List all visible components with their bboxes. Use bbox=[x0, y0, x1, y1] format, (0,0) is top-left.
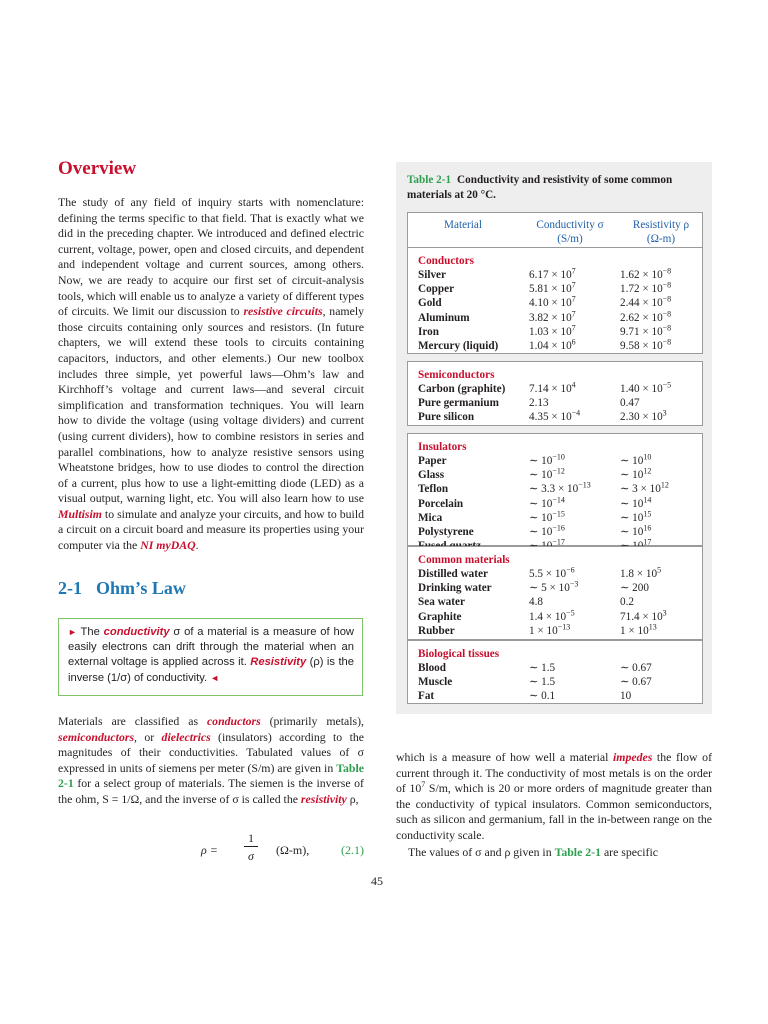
conductivity-value: $5.5 \times 10^{-6}$ bbox=[529, 565, 575, 580]
table-row bbox=[408, 567, 702, 581]
header-conductivity: Conductivity σ (S/m) bbox=[536, 219, 604, 245]
material-name: Pure silicon bbox=[418, 411, 475, 424]
material-name: Pure germanium bbox=[418, 397, 499, 410]
triangle-right-icon: ► bbox=[68, 627, 77, 637]
group-title: Biological tissues bbox=[418, 648, 500, 660]
conductivity-value: 2.13 bbox=[529, 397, 549, 410]
resistivity-value: 0.47 bbox=[620, 397, 640, 410]
table-row bbox=[408, 607, 702, 624]
conductivity-value: $1 \times 10^{-13}$ bbox=[529, 622, 571, 637]
conductivity-value: $1.04 \times 10^6$ bbox=[529, 337, 576, 352]
conductivity-value: 4.8 bbox=[529, 596, 543, 609]
table-row bbox=[408, 689, 702, 703]
resistivity-value: ∼ $10^{15}$ bbox=[620, 509, 652, 524]
keyword-multisim[interactable]: Multisim bbox=[58, 506, 102, 521]
keyword-dielectrics[interactable]: dielectrics bbox=[161, 729, 211, 744]
group-semiconductors bbox=[407, 361, 703, 426]
material-name: Gold bbox=[418, 297, 442, 310]
conductivity-value: $5.81 \times 10^7$ bbox=[529, 280, 576, 296]
table-row bbox=[408, 308, 702, 325]
resistivity-value: $9.71 \times 10^{-8}$ bbox=[620, 323, 672, 338]
resistivity-value: ∼ 200 bbox=[620, 582, 649, 595]
group-title: Semiconductors bbox=[418, 369, 495, 381]
triangle-left-icon: ◄ bbox=[210, 672, 220, 683]
overview-paragraph: The study of any field of inquiry starts with nomenclature: defining the terms specific to that field. That is exactly what we did in the preceding chapter. We introduced and defined electric current, voltage, power, open and closed circuits, and dependent and independent voltage and current sources, among others. Now, we are ready to acquire our first set of circuit-analysis tools, which will enable us to analyze a variety of different types of circuits. We limit our discussion to resistive circuits, namely those circuits containing only sources and resistors. (In future chapters, we will extend these tools to circuits containing capacitors, inductors, and other elements.) Our new toolbox includes three simple, yet powerful laws—Ohm’s law and Kirchhoff’s voltage and current laws—and several circuit simplification and transformation techniques. You will learn how to divide the voltage (using voltage dividers) and current (using current dividers), how to combine resistors in series and parallel combinations, how to analyze resistive sensors using Wheatstone bridges, how to use diodes to control the direction of a current, plus how to use a light-emitting diode (LED) as a visual output, warning light, etc. You will also learn how to use Multisim to simulate and analyze your circuits, and how to build a circuit on a circuit board and measure its properties using your computer via the NI myDAQ. bbox=[58, 195, 365, 553]
material-name: Carbon (graphite) bbox=[418, 383, 506, 395]
keyword-ni-mydaq[interactable]: NI myDAQ bbox=[140, 538, 196, 553]
resistivity-value: 10 bbox=[620, 690, 632, 703]
conductivity-value: ∼ 0.1 bbox=[529, 690, 556, 703]
conductivity-value: ∼ $5 \times 10^{-3}$ bbox=[529, 579, 579, 595]
table-2-1-panel bbox=[396, 162, 712, 714]
conductivity-value: ∼ $10^{-16}$ bbox=[529, 523, 565, 538]
conductivity-value: ∼ $10^{-14}$ bbox=[529, 494, 565, 510]
table-label: Table 2-1 bbox=[407, 174, 452, 186]
keyword-resistive-circuits[interactable]: resistive circuits bbox=[243, 304, 323, 319]
conductivity-value: $1.4 \times 10^{-5}$ bbox=[529, 607, 575, 623]
resistivity-value: ∼ $10^{10}$ bbox=[620, 452, 652, 467]
right-paragraph-2: The values of σ and ρ given in Table 2-1 are specific bbox=[408, 845, 658, 859]
section-number: 2-1 bbox=[58, 578, 82, 598]
conductivity-value: $4.10 \times 10^7$ bbox=[529, 294, 576, 310]
table-row bbox=[408, 396, 702, 410]
resistivity-value: ∼ $3 \times 10^{12}$ bbox=[620, 480, 669, 496]
resistivity-value: $2.62 \times 10^{-8}$ bbox=[620, 308, 672, 324]
resistivity-value: $1.72 \times 10^{-8}$ bbox=[620, 280, 672, 296]
conductivity-value: ∼ $10^{-10}$ bbox=[529, 452, 565, 467]
conductivity-value: ∼ $10^{-12}$ bbox=[529, 466, 565, 482]
resistivity-value: $1.62 \times 10^{-8}$ bbox=[620, 266, 672, 281]
table-row bbox=[408, 675, 702, 689]
resistivity-value: ∼ 0.67 bbox=[620, 676, 652, 689]
material-name: Teflon bbox=[418, 483, 449, 496]
equation-lhs: ρ = bbox=[201, 843, 218, 857]
material-name: Iron bbox=[418, 325, 439, 338]
resistivity-value: ∼ $10^{12}$ bbox=[620, 466, 652, 482]
material-name: Muscle bbox=[418, 676, 453, 689]
group-common-materials bbox=[407, 546, 703, 640]
conductivity-value: $1.03 \times 10^7$ bbox=[529, 323, 576, 338]
group-biological-tissues bbox=[407, 640, 703, 704]
table-row bbox=[408, 410, 702, 424]
material-name: Polystyrene bbox=[418, 526, 474, 538]
table-row bbox=[408, 325, 702, 339]
keyword-conductors[interactable]: conductors bbox=[206, 714, 261, 728]
section-name: Ohm’s Law bbox=[96, 578, 186, 598]
table-row bbox=[408, 661, 702, 675]
material-name: Distilled water bbox=[418, 568, 488, 580]
resistivity-value: 17 bbox=[643, 537, 652, 547]
materials-paragraph: Materials are classified as conductors (primarily metals), semiconductors, or dielectrics (insulators) according to the magnitudes of their conductivities. Tabulated values of σ expressed in units of siemens per meter (S/m) are given in Table 2-1 for a select group of materials. The siemen is the inverse of the ohm, S = 1/Ω, and the inverse of σ is called the resistivity ρ, bbox=[58, 714, 364, 806]
conductivity-value: ∼ 1.5 bbox=[529, 662, 556, 674]
table-row bbox=[408, 581, 702, 595]
keyword-resistivity[interactable]: Resistivity bbox=[250, 656, 307, 669]
right-paragraph-1: which is a measure of how well a material impedes the flow of current through it. The conductivity of most metals is on the order of $10^7$ S/m, which is 20 or more orders of magnitude greater than the conductivity of typical insulators. Common semiconductors, such as silicon and germanium, fall in the in-between range on the conductivity scale. bbox=[396, 750, 712, 842]
resistivity-value: ∼ $10^{14}$ bbox=[620, 494, 652, 510]
material-name: Mica bbox=[418, 511, 443, 524]
equation-number[interactable]: (2.1) bbox=[341, 843, 364, 857]
equation-denominator: σ bbox=[248, 849, 254, 863]
resistivity-value: $1.40 \times 10^{-5}$ bbox=[620, 380, 672, 395]
material-name: Glass bbox=[418, 469, 445, 482]
table-row bbox=[408, 624, 702, 638]
resistivity-value: $71.4 \times 10^3$ bbox=[620, 607, 667, 623]
resistivity-value: ∼ 0.67 bbox=[620, 662, 652, 674]
definition-callout bbox=[58, 618, 363, 696]
callout-text: ► The conductivity σ of a material is a measure of how easily electrons can drift through the material when an external voltage is applied across it. Resistivity (ρ) is the inverse (1/σ) of conductivity. ◄ bbox=[68, 626, 354, 684]
material-name: Copper bbox=[418, 283, 455, 296]
resistivity-value: $2.30 \times 10^3$ bbox=[620, 408, 667, 424]
resistivity-value: 0.2 bbox=[620, 596, 634, 609]
table-reference-link-2[interactable]: Table 2-1 bbox=[554, 845, 601, 859]
table-row bbox=[408, 268, 702, 282]
section-title bbox=[58, 578, 186, 599]
keyword-semiconductors[interactable]: semiconductors bbox=[58, 729, 135, 744]
resistivity-value: $1 \times 10^{13}$ bbox=[620, 622, 657, 637]
group-insulators bbox=[407, 433, 703, 546]
resistivity-value: ∼ $10^{16}$ bbox=[620, 523, 652, 538]
conductivity-value: −17 bbox=[552, 537, 565, 547]
table-caption: Table 2-1 Conductivity and resistivity of some common materials at 20 °C. bbox=[407, 174, 673, 201]
group-title: Common materials bbox=[418, 554, 510, 566]
material-name: Drinking water bbox=[418, 582, 492, 595]
keyword-conductivity[interactable]: conductivity bbox=[103, 626, 170, 638]
table-reference-link[interactable]: Table 2-1 bbox=[58, 760, 364, 791]
resistivity-value: $2.44 \times 10^{-8}$ bbox=[620, 294, 672, 310]
resistivity-value: $9.58 \times 10^{-8}$ bbox=[620, 337, 672, 352]
header-material: Material bbox=[444, 219, 482, 231]
conductivity-value: $3.82 \times 10^7$ bbox=[529, 308, 576, 324]
material-name: Rubber bbox=[418, 624, 455, 637]
group-title: Insulators bbox=[418, 441, 467, 453]
resistivity-value: $1.8 \times 10^5$ bbox=[620, 565, 662, 580]
group-conductors bbox=[407, 247, 703, 354]
material-name: Aluminum bbox=[418, 311, 470, 324]
equation-fraction bbox=[244, 830, 258, 865]
material-name: Silver bbox=[418, 269, 446, 281]
table-row bbox=[408, 282, 702, 296]
conductivity-value: ∼ $10^{-15}$ bbox=[529, 509, 565, 524]
table-row bbox=[408, 382, 702, 396]
material-name: Graphite bbox=[418, 610, 462, 623]
equation-units: (Ω-m), bbox=[276, 843, 310, 857]
material-name: Mercury (liquid) bbox=[418, 340, 499, 352]
conductivity-value: ∼ 1.5 bbox=[529, 676, 556, 689]
conductivity-value: ∼ $3.3 \times 10^{-13}$ bbox=[529, 480, 591, 496]
table-row bbox=[408, 339, 702, 353]
keyword-impedes[interactable]: impedes bbox=[613, 750, 653, 764]
table-row bbox=[408, 595, 702, 609]
table-row bbox=[408, 468, 702, 482]
equation-numerator: 1 bbox=[244, 830, 258, 847]
header-resistivity: Resistivity ρ (Ω-m) bbox=[632, 219, 690, 245]
keyword-resistivity-2[interactable]: resistivity bbox=[300, 791, 347, 806]
material-name: Blood bbox=[418, 662, 446, 674]
group-title: Conductors bbox=[418, 255, 474, 267]
material-name: Paper bbox=[418, 455, 447, 467]
conductivity-value: $4.35 \times 10^{-4}$ bbox=[529, 408, 581, 424]
conductivity-value: $6.17 \times 10^7$ bbox=[529, 266, 576, 281]
table-row bbox=[408, 296, 702, 310]
overview-heading: Overview bbox=[58, 158, 137, 179]
material-name: Sea water bbox=[418, 596, 465, 609]
material-name: Fat bbox=[418, 690, 435, 703]
material-name: Porcelain bbox=[418, 497, 464, 510]
equation-2-1 bbox=[58, 830, 364, 870]
table-header bbox=[407, 212, 703, 248]
conductivity-value: $7.14 \times 10^4$ bbox=[529, 380, 576, 395]
page-number: 45 bbox=[371, 874, 383, 888]
